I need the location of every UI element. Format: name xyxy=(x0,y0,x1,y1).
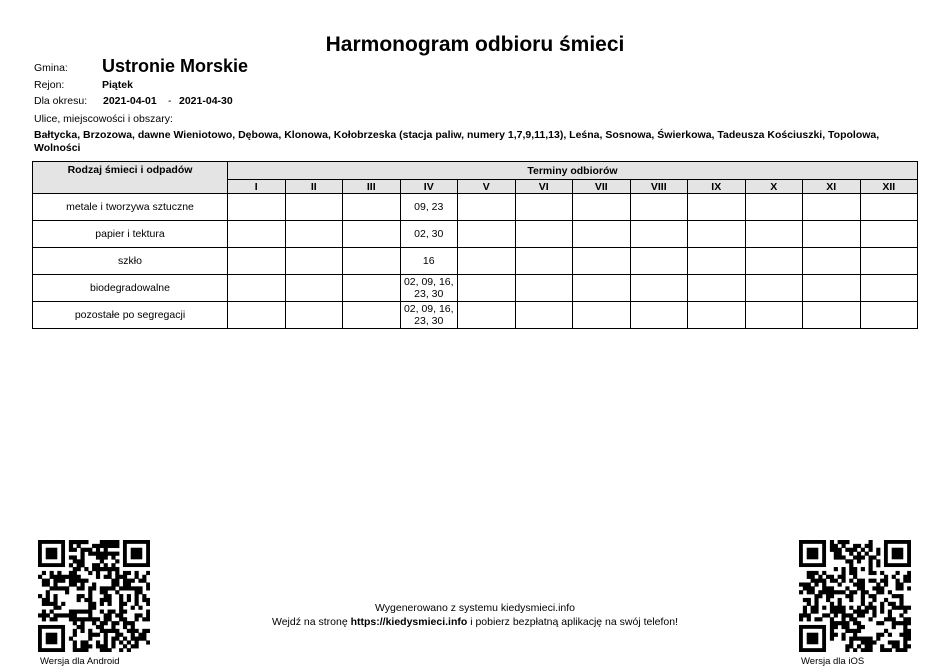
table-row xyxy=(33,194,918,221)
collection-date-cell: 09, 23 xyxy=(400,194,458,221)
collection-date-cell xyxy=(573,302,631,329)
collection-date-cell xyxy=(343,248,401,275)
collection-date-cell xyxy=(515,221,573,248)
month-header: VI xyxy=(515,180,573,194)
month-header: VIII xyxy=(630,180,688,194)
collection-date-cell xyxy=(745,194,803,221)
collection-date-cell xyxy=(228,221,286,248)
okres-from: 2021-04-01 xyxy=(103,95,157,107)
table-row xyxy=(33,275,918,302)
month-header: I xyxy=(228,180,286,194)
collection-date-cell xyxy=(803,194,861,221)
okres-separator: - xyxy=(168,95,172,107)
month-header: III xyxy=(343,180,401,194)
collection-date-cell xyxy=(228,302,286,329)
collection-date-cell xyxy=(573,248,631,275)
waste-type-cell: metale i tworzywa sztuczne xyxy=(33,194,228,221)
collection-date-cell xyxy=(343,221,401,248)
collection-date-cell xyxy=(688,302,746,329)
ulice-value: Bałtycka, Brzozowa, dawne Wieniotowo, Dębowa, Klonowa, Kołobrzeska (stacja paliw, numery 1,7,9,11,13), Leśna, Sosnowa, Świerkowa, Tadeusza Kościuszki, Topolowa, Wolności xyxy=(34,129,880,154)
okres-to: 2021-04-30 xyxy=(179,95,233,107)
collection-date-cell xyxy=(343,194,401,221)
gmina-label: Gmina: xyxy=(34,62,68,74)
collection-date-cell xyxy=(860,194,918,221)
qr-code-ios[interactable] xyxy=(799,540,911,652)
collection-date-cell: 02, 09, 16, 23, 30 xyxy=(400,302,458,329)
waste-type-cell: papier i tektura xyxy=(33,221,228,248)
collection-date-cell xyxy=(745,275,803,302)
collection-date-cell xyxy=(458,194,516,221)
collection-date-cell xyxy=(458,248,516,275)
collection-date-cell xyxy=(343,302,401,329)
page-title: Harmonogram odbioru śmieci xyxy=(325,33,625,56)
collection-date-cell xyxy=(458,275,516,302)
collection-date-cell xyxy=(860,302,918,329)
collection-date-cell xyxy=(803,248,861,275)
collection-date-cell xyxy=(573,194,631,221)
collection-date-cell: 02, 30 xyxy=(400,221,458,248)
collection-date-cell xyxy=(228,275,286,302)
collection-date-cell xyxy=(630,194,688,221)
collection-date-cell xyxy=(343,275,401,302)
collection-date-cell: 16 xyxy=(400,248,458,275)
month-header: IX xyxy=(688,180,746,194)
collection-date-cell xyxy=(573,275,631,302)
collection-date-cell xyxy=(515,248,573,275)
schedule-table xyxy=(32,161,918,329)
footer-link[interactable]: https://kiedysmieci.info xyxy=(350,616,468,628)
collection-date-cell xyxy=(573,221,631,248)
month-header: V xyxy=(458,180,516,194)
collection-date-cell xyxy=(745,302,803,329)
qr-code-android[interactable] xyxy=(38,540,150,652)
table-row xyxy=(33,248,918,275)
month-header: XI xyxy=(803,180,861,194)
footer-visit xyxy=(0,616,950,628)
collection-date-cell xyxy=(458,302,516,329)
collection-date-cell xyxy=(515,302,573,329)
collection-date-cell xyxy=(285,302,343,329)
okres-label: Dla okresu: xyxy=(34,95,88,107)
collection-date-cell xyxy=(688,248,746,275)
collection-date-cell xyxy=(803,275,861,302)
collection-date-cell: 02, 09, 16, 23, 30 xyxy=(400,275,458,302)
gmina-value: Ustronie Morskie xyxy=(102,56,249,76)
rejon-value: Piątek xyxy=(102,79,133,91)
collection-date-cell xyxy=(285,221,343,248)
table-row xyxy=(33,221,918,248)
table-row xyxy=(33,302,918,329)
ulice-label: Ulice, miejscowości i obszary: xyxy=(34,113,173,125)
header-collection-dates: Terminy odbiorów xyxy=(228,162,918,180)
month-header: VII xyxy=(573,180,631,194)
collection-date-cell xyxy=(688,275,746,302)
footer-visit-pre: Wejdź na stronę xyxy=(271,616,348,628)
collection-date-cell xyxy=(803,302,861,329)
collection-date-cell xyxy=(745,221,803,248)
month-header: X xyxy=(745,180,803,194)
qr-caption-android: Wersja dla Android xyxy=(40,656,120,667)
collection-date-cell xyxy=(745,248,803,275)
collection-date-cell xyxy=(515,275,573,302)
month-header: IV xyxy=(400,180,458,194)
qr-caption-ios: Wersja dla iOS xyxy=(801,656,865,667)
collection-date-cell xyxy=(515,194,573,221)
collection-date-cell xyxy=(860,248,918,275)
month-header: II xyxy=(285,180,343,194)
footer-visit-post: i pobierz bezpłatną aplikację na swój telefon! xyxy=(470,616,679,628)
header-waste-type: Rodzaj śmieci i odpadów xyxy=(33,162,228,194)
collection-date-cell xyxy=(688,221,746,248)
collection-date-cell xyxy=(630,221,688,248)
collection-date-cell xyxy=(630,302,688,329)
footer-generated: Wygenerowano z systemu kiedysmieci.info xyxy=(374,602,576,614)
waste-type-cell: szkło xyxy=(33,248,228,275)
rejon-label: Rejon: xyxy=(34,79,65,91)
collection-date-cell xyxy=(688,194,746,221)
collection-date-cell xyxy=(228,248,286,275)
waste-type-cell: pozostałe po segregacji xyxy=(33,302,228,329)
collection-date-cell xyxy=(860,221,918,248)
month-header: XII xyxy=(860,180,918,194)
collection-date-cell xyxy=(285,248,343,275)
collection-date-cell xyxy=(803,221,861,248)
collection-date-cell xyxy=(860,275,918,302)
collection-date-cell xyxy=(458,221,516,248)
collection-date-cell xyxy=(285,194,343,221)
collection-date-cell xyxy=(285,275,343,302)
collection-date-cell xyxy=(228,194,286,221)
collection-date-cell xyxy=(630,275,688,302)
waste-type-cell: biodegradowalne xyxy=(33,275,228,302)
collection-date-cell xyxy=(630,248,688,275)
